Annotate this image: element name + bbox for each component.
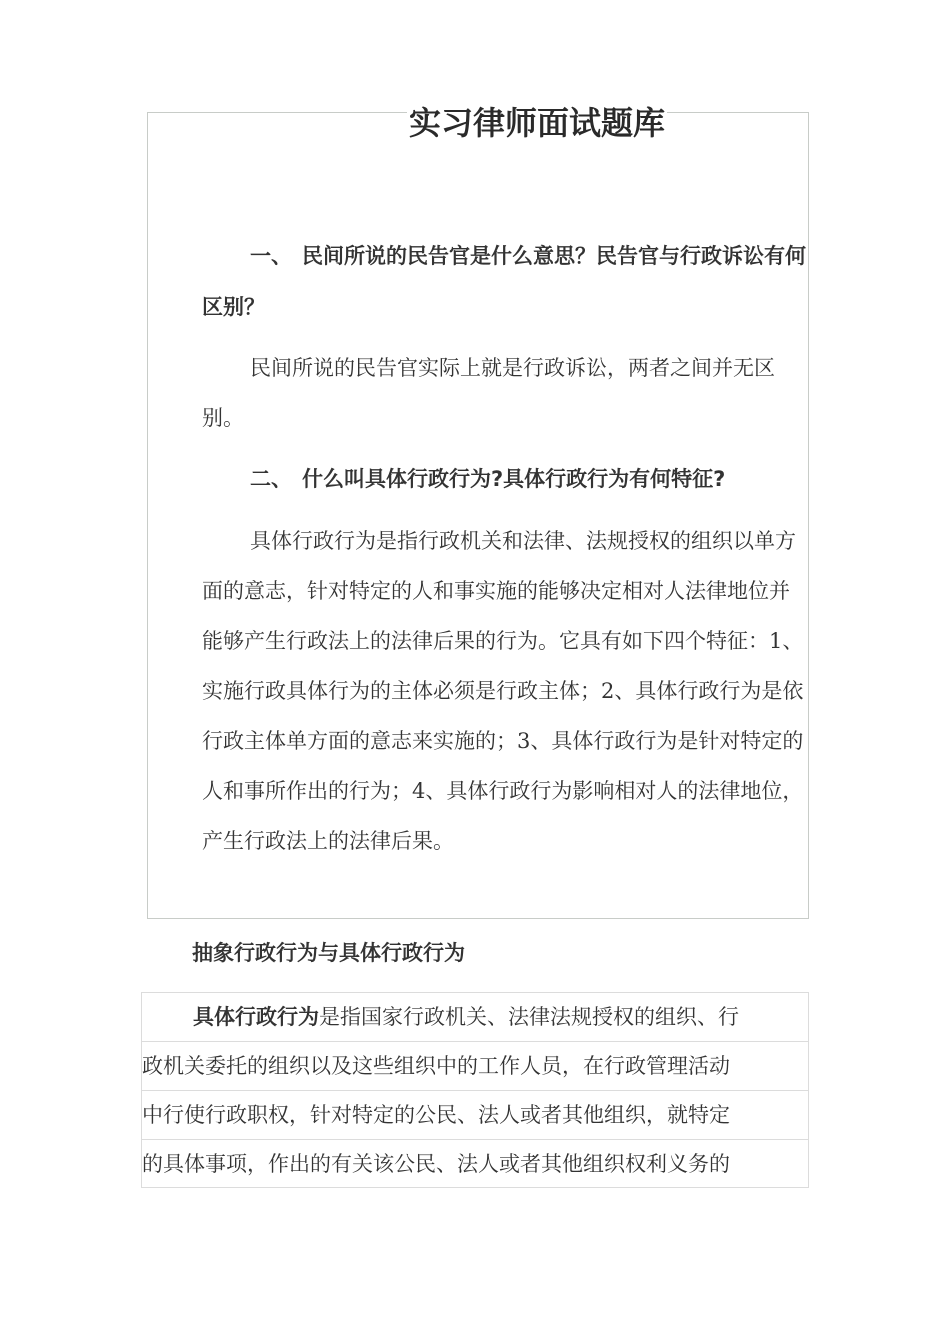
question-1-number: 一、 <box>250 244 292 268</box>
definition-line-4: 的具体事项，作出的有关该公民、法人或者其他组织权利义务的 <box>141 1139 809 1188</box>
question-2-number: 二、 <box>250 467 292 491</box>
definition-line-3: 中行使行政职权，针对特定的公民、法人或者其他组织，就特定 <box>141 1090 809 1139</box>
definition-line-2: 政机关委托的组织以及这些组织中的工作人员，在行政管理活动 <box>141 1041 809 1090</box>
question-2-text: 什么叫具体行政行为?具体行政行为有何特征? <box>302 467 726 491</box>
answer-1: 民间所说的民告官实际上就是行政诉讼，两者之间并无区别。 <box>202 356 775 430</box>
question-1 <box>202 231 808 333</box>
answer-2: 具体行政行为是指行政机关和法律、法规授权的组织以单方面的意志，针对特定的人和事实施的能够决定相对人法律地位并能够产生行政法上的法律后果的行为。它具有如下四个特征：1、实施行政具体行为的主体必须是行政主体；2、具体行政行为是依行政主体单方面的意志来实施的；3、具体行政行为是针对特定的人和事所作出的行为；4、具体行政行为影响相对人的法律地位，产生行政法上的法律后果。 <box>202 529 804 853</box>
definition-term: 具体行政行为 <box>193 1005 319 1029</box>
definition-line-1: 具体行政行为是指国家行政机关、法律法规授权的组织、行 <box>141 992 809 1041</box>
document-title: 实习律师面试题库 <box>408 104 665 142</box>
definition-block <box>141 992 809 1188</box>
question-1-text: 民间所说的民告官是什么意思？民告官与行政诉讼有何区别？ <box>202 244 806 319</box>
question-2 <box>202 454 808 505</box>
section-heading: 抽象行政行为与具体行政行为 <box>192 941 465 965</box>
